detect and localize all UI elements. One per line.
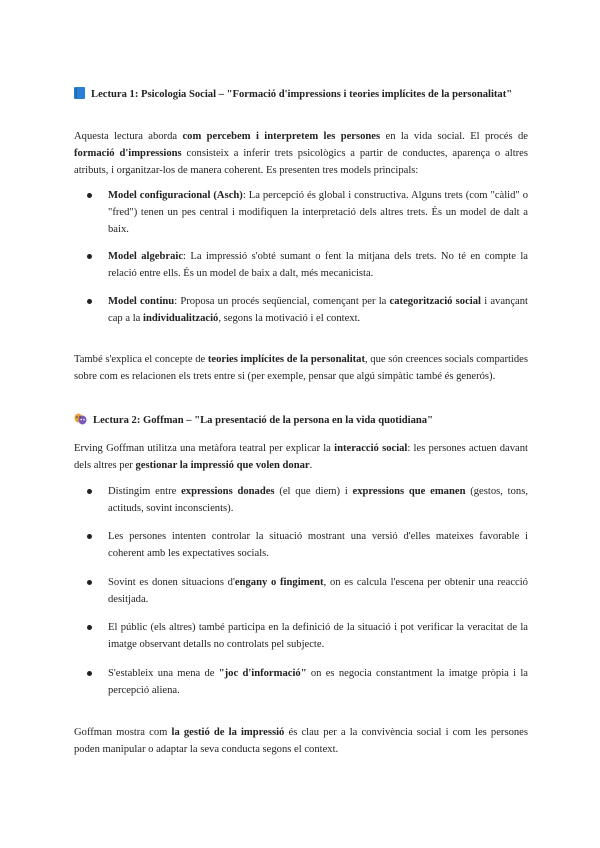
closing-text: és clau per a la convivència social i com les persones poden manipular o adaptar la seva conducta segons el context. [74,727,529,755]
list-item-text: : Proposa un procés seqüencial, començant per la [174,296,390,307]
intro-text: en la vida social. El procés de [380,131,528,142]
list-item-bold: Model continu [108,296,175,307]
lecture-1-title: Lectura 1: Psicologia Social – "Formació d'impressions i teories implícites de la personalitat" [91,89,513,100]
list-item-bold: individualització [143,313,219,324]
intro-text: consisteix a inferir trets psicològics a partir de conductes, aparença o altres atributs, i organitzar-los de manera coherent. Es presenten tres models principals: [74,148,529,176]
closing-text: Goffman mostra com [74,727,172,738]
theater-masks-icon [74,413,87,431]
closing-text: , que són creences socials compartides sobre com es relacionen els trets entre si (per exemple, pensar que algú simpàtic també és generós). [74,354,528,382]
bullet-icon [87,254,92,259]
lecture-2-closing [74,724,528,758]
bullet-icon [87,534,92,539]
intro-bold: interacció social [334,443,408,454]
list-item-bold: expressions que emanen [352,486,466,497]
list-item [108,248,528,282]
intro-text: : les persones actuen davant dels altres per [74,443,528,471]
list-item-bold: expressions donades [181,486,275,497]
bullet-icon [87,193,92,198]
intro-text: Erving Goffman utilitza una metàfora teatral per explicar la [74,443,335,454]
closing-text: També s'explica el concepte de [74,354,208,365]
list-item-text: on es negocia constantment la imatge pròpia i la percepció aliena. [108,668,528,696]
bullet-icon [87,671,92,676]
list-item [108,187,528,238]
lecture-2-intro [74,440,528,474]
list-item [108,665,528,699]
lecture-2-title: Lectura 2: Goffman – "La presentació de la persona en la vida quotidiana" [93,415,433,426]
list-item-text: Sovint es donen situacions d' [108,577,235,588]
bullet-icon [87,580,92,585]
list-item [108,574,528,608]
list-item-text: Distingim entre [108,486,182,497]
list-item-text: , segons la motivació i el context. [218,313,361,324]
list-item-text: S'estableix una mena de [108,668,219,679]
list-item-text: Les persones intenten controlar la situació mostrant una versió d'elles mateixes favorable i coherent amb les expectatives socials. [108,531,528,559]
list-item-text: (gestos, tons, actituds, sovint inconscients). [108,486,528,514]
list-item-text: : La percepció és global i constructiva. Alguns trets (com "càlid" o "fred") tenen un pes central i modifiquen la interpretació dels altres trets. És un model de dalt a baix. [108,190,528,235]
list-item [108,293,528,327]
list-item-bold: "joc d'informació" [218,668,307,679]
lecture-2-heading [74,412,528,431]
list-item-text: (el que diem) i [274,486,353,497]
list-item-text: i avançant cap a la [108,296,528,324]
list-item-bold: Model configuracional (Asch) [108,190,243,201]
intro-bold: gestionar la impressió que volen donar [135,460,310,471]
lecture-1-closing [74,351,528,385]
bullet-icon [87,489,92,494]
closing-bold: teories implícites de la personalitat [207,354,365,365]
list-item [108,483,528,517]
list-item-text: : La impressió s'obté sumant o fent la mitjana dels trets. No té en compte la relació entre ells. És un model de baix a dalt, més mecanicista. [108,251,528,279]
intro-text: . [309,460,313,471]
list-item-text: El públic (els altres) també participa en la definició de la situació i pot verificar la veracitat de la imatge observant detalls no controlats pel subjecte. [108,622,528,650]
list-item [108,619,528,653]
list-item-bold: engany o fingiment [234,577,324,588]
lecture-1-heading [74,86,528,105]
list-item-text: , on es calcula l'escena per obtenir una reacció desitjada. [108,577,528,605]
lecture-1-intro [74,128,528,179]
closing-bold: la gestió de la impressió [171,727,285,738]
list-item [108,528,528,562]
list-item-bold: categorització social [389,296,481,307]
intro-text: Aquesta lectura aborda [74,131,183,142]
bullet-icon [87,299,92,304]
bullet-icon [87,625,92,630]
blue-book-icon [74,87,85,105]
list-item-bold: Model algebraic [108,251,184,262]
intro-bold: formació d'impressions [74,148,182,159]
intro-bold: com percebem i interpretem les persones [182,131,381,142]
